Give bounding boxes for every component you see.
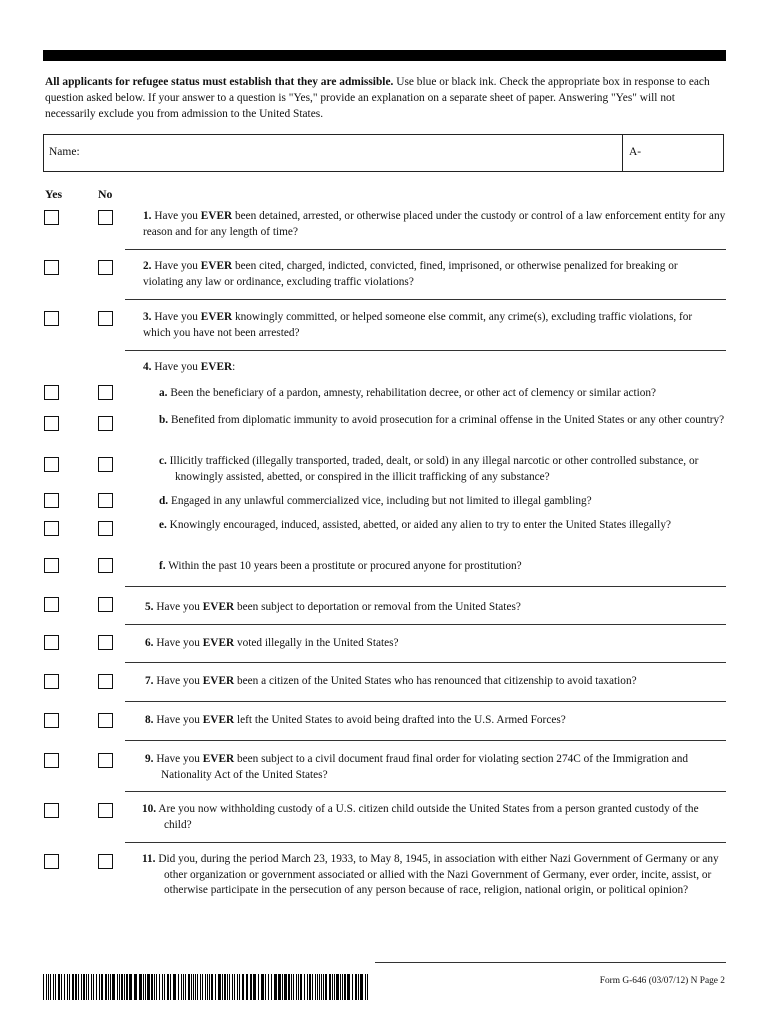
barcode-bar [88, 974, 89, 1000]
barcode-bar [344, 974, 346, 1000]
question-number: 4. [143, 361, 152, 373]
barcode-bar [298, 974, 299, 1000]
question-text: Have you [156, 637, 203, 649]
barcode-bar [325, 974, 327, 1000]
instructions-paragraph [45, 74, 725, 122]
question-text: Engaged in any unlawful commercialized vice, including but not limited to illegal gambling? [170, 495, 592, 507]
barcode-bar [50, 974, 51, 1000]
question-text: Have you [156, 601, 203, 613]
barcode-bar [183, 974, 184, 1000]
question-number: 5. [145, 601, 154, 613]
barcode-bar [167, 974, 169, 1000]
q4a-yes-checkbox[interactable] [44, 385, 59, 400]
question-emphasis: EVER [200, 210, 233, 222]
barcode-bar [274, 974, 277, 1000]
question-number: 7. [145, 675, 154, 687]
question-text: knowingly committed, or helped someone else commit, any crime(s), excluding traffic violations, for which you have not been arrested? [143, 311, 693, 339]
q10-no-checkbox[interactable] [98, 803, 113, 818]
barcode-bar [81, 974, 82, 1000]
q10-yes-checkbox[interactable] [44, 803, 59, 818]
barcode-bar [323, 974, 324, 1000]
question-text: been subject to a civil document fraud final order for violating section 274C of the Immigration and Nationality Act of the United States? [161, 753, 689, 781]
question-text: Have you [154, 260, 201, 272]
question-1 [143, 209, 728, 240]
q4d-yes-checkbox[interactable] [44, 493, 59, 508]
question-text: voted illegally in the United States? [234, 637, 399, 649]
question-text: Knowingly encouraged, induced, assisted, abetted, or aided any alien to try to enter the United States illegally? [169, 519, 671, 531]
barcode-bar [312, 974, 313, 1000]
barcode-bar [154, 974, 155, 1000]
question-number: c. [159, 455, 167, 467]
barcode-bar [178, 974, 179, 1000]
barcode-bar [69, 974, 70, 1000]
barcode-bar [86, 974, 87, 1000]
question-text: Within the past 10 years been a prostitute or procured anyone for prostitution? [168, 560, 522, 572]
divider-line [125, 249, 726, 250]
question-emphasis: EVER [202, 637, 235, 649]
q4d-no-checkbox[interactable] [98, 493, 113, 508]
barcode-bar [188, 974, 190, 1000]
barcode-bar [72, 974, 74, 1000]
barcode-bar [197, 974, 198, 1000]
question-number: 3. [143, 311, 152, 323]
barcode-bar [365, 974, 366, 1000]
question-number: a. [159, 387, 168, 399]
question-text: left the United States to avoid being drafted into the U.S. Armed Forces? [234, 714, 566, 726]
barcode-bar [334, 974, 335, 1000]
barcode-bar [164, 974, 165, 1000]
barcode-bar [61, 974, 62, 1000]
barcode-bar [242, 974, 244, 1000]
barcode-bar [315, 974, 316, 1000]
barcode-bar [205, 974, 206, 1000]
barcode-bar [139, 974, 142, 1000]
question-text: Are you now withholding custody of a U.S. citizen child outside the United States from a person granted custody of the child? [158, 803, 699, 831]
barcode-bar [291, 974, 292, 1000]
barcode-bar [112, 974, 115, 1000]
barcode-bar [211, 974, 213, 1000]
barcode-bar [218, 974, 221, 1000]
barcode-bar [340, 974, 341, 1000]
q4f-no-checkbox[interactable] [98, 558, 113, 573]
q1-yes-checkbox[interactable] [44, 210, 59, 225]
barcode-bar [108, 974, 109, 1000]
barcode-bar [78, 974, 79, 1000]
barcode-bar [99, 974, 100, 1000]
question-emphasis: EVER [200, 311, 233, 323]
barcode-bar [58, 974, 60, 1000]
q4b-no-checkbox[interactable] [98, 416, 113, 431]
barcode-bar [239, 974, 240, 1000]
barcode-bar [304, 974, 305, 1000]
barcode-bar [347, 974, 350, 1000]
question-4d [159, 494, 725, 510]
barcode-bar [75, 974, 77, 1000]
question-10 [142, 802, 719, 833]
question-text: been detained, arrested, or otherwise placed under the custody or control of a law enforcement entity for any reason and for any length of time? [143, 210, 726, 238]
barcode-bar [126, 974, 128, 1000]
question-text: Have you [154, 311, 201, 323]
question-text: Have you [156, 675, 203, 687]
question-number: 8. [145, 714, 154, 726]
question-4 [143, 360, 703, 376]
barcode-bar [234, 974, 235, 1000]
question-number: 9. [145, 753, 154, 765]
barcode-bar [232, 974, 233, 1000]
q4c-yes-checkbox[interactable] [44, 457, 59, 472]
q5-yes-checkbox[interactable] [44, 597, 59, 612]
barcode-bar [284, 974, 287, 1000]
barcode-bar [64, 974, 65, 1000]
barcode-bar [151, 974, 153, 1000]
q11-yes-checkbox[interactable] [44, 854, 59, 869]
q7-yes-checkbox[interactable] [44, 674, 59, 689]
divider-line [125, 791, 726, 792]
question-11 [142, 852, 732, 899]
barcode-bar [83, 974, 85, 1000]
barcode-bar [134, 974, 137, 1000]
barcode-bar [278, 974, 281, 1000]
question-emphasis: EVER [202, 601, 235, 613]
question-text: Have you [154, 210, 201, 222]
question-text: Have you [156, 753, 203, 765]
question-text: Did you, during the period March 23, 1933, to May 8, 1945, in association with either Nazi Government of Germany or any other organization or government associated or allied with the Nazi Government of Germany, ever order, incite, assist, or otherwise participate in the persecution of any person because of race, religion, national origin, or political opinion? [158, 853, 719, 896]
question-number: 2. [143, 260, 152, 272]
barcode-bar [307, 974, 308, 1000]
question-number: d. [159, 495, 169, 507]
question-number: e. [159, 519, 167, 531]
question-9 [145, 752, 706, 783]
yes-column-header: Yes [45, 187, 63, 201]
barcode-bar [332, 974, 333, 1000]
question-emphasis: EVER [200, 361, 233, 373]
barcode-bar [193, 974, 194, 1000]
question-5 [145, 600, 725, 616]
question-4c [159, 454, 735, 485]
barcode-bar [268, 974, 269, 1000]
barcode-bar [229, 974, 230, 1000]
barcode-bar [46, 974, 47, 1000]
divider-line [125, 624, 726, 625]
question-number: f. [159, 560, 166, 572]
barcode-bar [93, 974, 94, 1000]
barcode-bar [110, 974, 111, 1000]
q7-no-checkbox[interactable] [98, 674, 113, 689]
barcode-bar [48, 974, 49, 1000]
question-8 [145, 713, 725, 729]
divider-line [125, 740, 726, 741]
barcode-bar [222, 974, 223, 1000]
q8-yes-checkbox[interactable] [44, 713, 59, 728]
question-number: b. [159, 414, 169, 426]
footer-line [375, 962, 726, 963]
barcode-bar [101, 974, 103, 1000]
barcode-bar [309, 974, 311, 1000]
q9-no-checkbox[interactable] [98, 753, 113, 768]
barcode-bar [258, 974, 259, 1000]
question-4e [159, 518, 720, 534]
q4a-no-checkbox[interactable] [98, 385, 113, 400]
barcode-bar [355, 974, 357, 1000]
question-4f [159, 559, 725, 575]
q1-no-checkbox[interactable] [98, 210, 113, 225]
barcode-bar [53, 974, 54, 1000]
barcode-bar [317, 974, 318, 1000]
barcode-bar [129, 974, 132, 1000]
question-emphasis: EVER [202, 675, 235, 687]
instructions-text: Use blue or black ink. Check the appropriate box in response to each question asked below. If your answer to a question is "Yes," provide an explanation on a separate sheet of paper. Answering "Yes" will not necessarily exclude you from admission to the United States. [45, 76, 710, 120]
barcode-bar [336, 974, 339, 1000]
q2-yes-checkbox[interactable] [44, 260, 59, 275]
divider-line [125, 701, 726, 702]
q11-no-checkbox[interactable] [98, 854, 113, 869]
q6-yes-checkbox[interactable] [44, 635, 59, 650]
barcode-bar [43, 974, 44, 1000]
question-6 [145, 636, 725, 652]
barcode-bar [227, 974, 228, 1000]
barcode-bar [200, 974, 201, 1000]
barcode-bar [121, 974, 123, 1000]
a-number-label: A- [629, 146, 642, 158]
barcode-bar [124, 974, 125, 1000]
q3-yes-checkbox[interactable] [44, 311, 59, 326]
barcode-bar [237, 974, 238, 1000]
barcode-bar [162, 974, 163, 1000]
barcode-bar [207, 974, 208, 1000]
barcode-bar [265, 974, 266, 1000]
barcode-bar [352, 974, 353, 1000]
barcode-bar [367, 974, 368, 1000]
barcode-bar [246, 974, 248, 1000]
q4b-yes-checkbox[interactable] [44, 416, 59, 431]
barcode-bar [296, 974, 297, 1000]
barcode-bar [319, 974, 320, 1000]
barcode-bar [55, 974, 56, 1000]
question-7 [145, 674, 725, 690]
barcode-bar [202, 974, 203, 1000]
question-text: Have you [156, 714, 203, 726]
no-column-header: No [98, 187, 113, 201]
barcode-bar [293, 974, 294, 1000]
barcode-bar [261, 974, 264, 1000]
question-number: 10. [142, 803, 157, 815]
q4c-no-checkbox[interactable] [98, 457, 113, 472]
q8-no-checkbox[interactable] [98, 713, 113, 728]
barcode-bar [181, 974, 182, 1000]
barcode-bar [250, 974, 252, 1000]
barcode-bar [288, 974, 290, 1000]
question-text: : [232, 361, 236, 373]
barcode-bar [271, 974, 272, 1000]
question-text: Have you [154, 361, 201, 373]
barcode-bar [191, 974, 192, 1000]
q4e-no-checkbox[interactable] [98, 521, 113, 536]
question-4a [159, 386, 725, 402]
question-text: Been the beneficiary of a pardon, amnesty, rehabilitation decree, or other act of clemency or similar action? [170, 387, 657, 399]
barcode-bar [185, 974, 186, 1000]
barcode-bar [143, 974, 144, 1000]
barcode-bar [156, 974, 157, 1000]
barcode-bar [300, 974, 302, 1000]
divider-line [125, 842, 726, 843]
q2-no-checkbox[interactable] [98, 260, 113, 275]
q6-no-checkbox[interactable] [98, 635, 113, 650]
barcode-bar [224, 974, 226, 1000]
barcode-bar [105, 974, 107, 1000]
question-number: 6. [145, 637, 154, 649]
barcode-bar [67, 974, 68, 1000]
name-field[interactable] [104, 137, 614, 169]
q5-no-checkbox[interactable] [98, 597, 113, 612]
question-3 [143, 310, 703, 341]
barcode-bar [173, 974, 176, 1000]
question-2 [143, 259, 703, 290]
barcode-bar [195, 974, 196, 1000]
q4f-yes-checkbox[interactable] [44, 558, 59, 573]
form-identifier: Form G-646 (03/07/12) N Page 2 [599, 976, 725, 986]
barcode-bar [329, 974, 331, 1000]
barcode-bar [253, 974, 256, 1000]
barcode-bar [91, 974, 92, 1000]
barcode-bar [215, 974, 216, 1000]
barcode-bar [209, 974, 210, 1000]
barcode-bar [117, 974, 118, 1000]
barcode-bar [119, 974, 120, 1000]
question-text: Illicitly trafficked (illegally transported, traded, dealt, or sold) in any illegal narcotic or other controlled substance, or knowingly assisted, abetted, or conspired in the illicit trafficking of any substance? [169, 455, 699, 483]
name-box-divider [622, 135, 623, 171]
question-text: been a citizen of the United States who has renounced that citizenship to avoid taxation? [234, 675, 637, 687]
question-number: 1. [143, 210, 152, 222]
divider-line [125, 299, 726, 300]
question-emphasis: EVER [200, 260, 233, 272]
question-4b [159, 413, 740, 429]
question-text: Benefited from diplomatic immunity to avoid prosecution for a criminal offense in the United States or any other country? [170, 414, 725, 426]
barcode-bar [360, 974, 363, 1000]
question-emphasis: EVER [202, 753, 235, 765]
divider-line [125, 662, 726, 663]
barcode-bar [159, 974, 160, 1000]
barcode-bar [358, 974, 359, 1000]
barcode-bar [342, 974, 343, 1000]
name-box [43, 134, 724, 172]
question-text: been cited, charged, indicted, convicted, fined, imprisoned, or otherwise penalized for breaking or violating any law or ordinance, excluding traffic violations? [143, 260, 678, 288]
barcode-bar [96, 974, 97, 1000]
question-text: been subject to deportation or removal from the United States? [234, 601, 521, 613]
divider-line [125, 350, 726, 351]
q9-yes-checkbox[interactable] [44, 753, 59, 768]
question-emphasis: EVER [202, 714, 235, 726]
q3-no-checkbox[interactable] [98, 311, 113, 326]
barcode-bar [145, 974, 146, 1000]
q4e-yes-checkbox[interactable] [44, 521, 59, 536]
a-number-field[interactable] [644, 137, 720, 169]
header-bar [43, 50, 726, 61]
barcode-image [43, 974, 370, 1000]
name-label: Name: [49, 146, 80, 158]
question-number: 11. [142, 853, 156, 865]
barcode-bar [170, 974, 171, 1000]
barcode-bar [321, 974, 322, 1000]
barcode-bar [282, 974, 283, 1000]
divider-line [125, 586, 726, 587]
barcode-bar [147, 974, 150, 1000]
instructions-bold: All applicants for refugee status must establish that they are admissible. [45, 76, 394, 88]
